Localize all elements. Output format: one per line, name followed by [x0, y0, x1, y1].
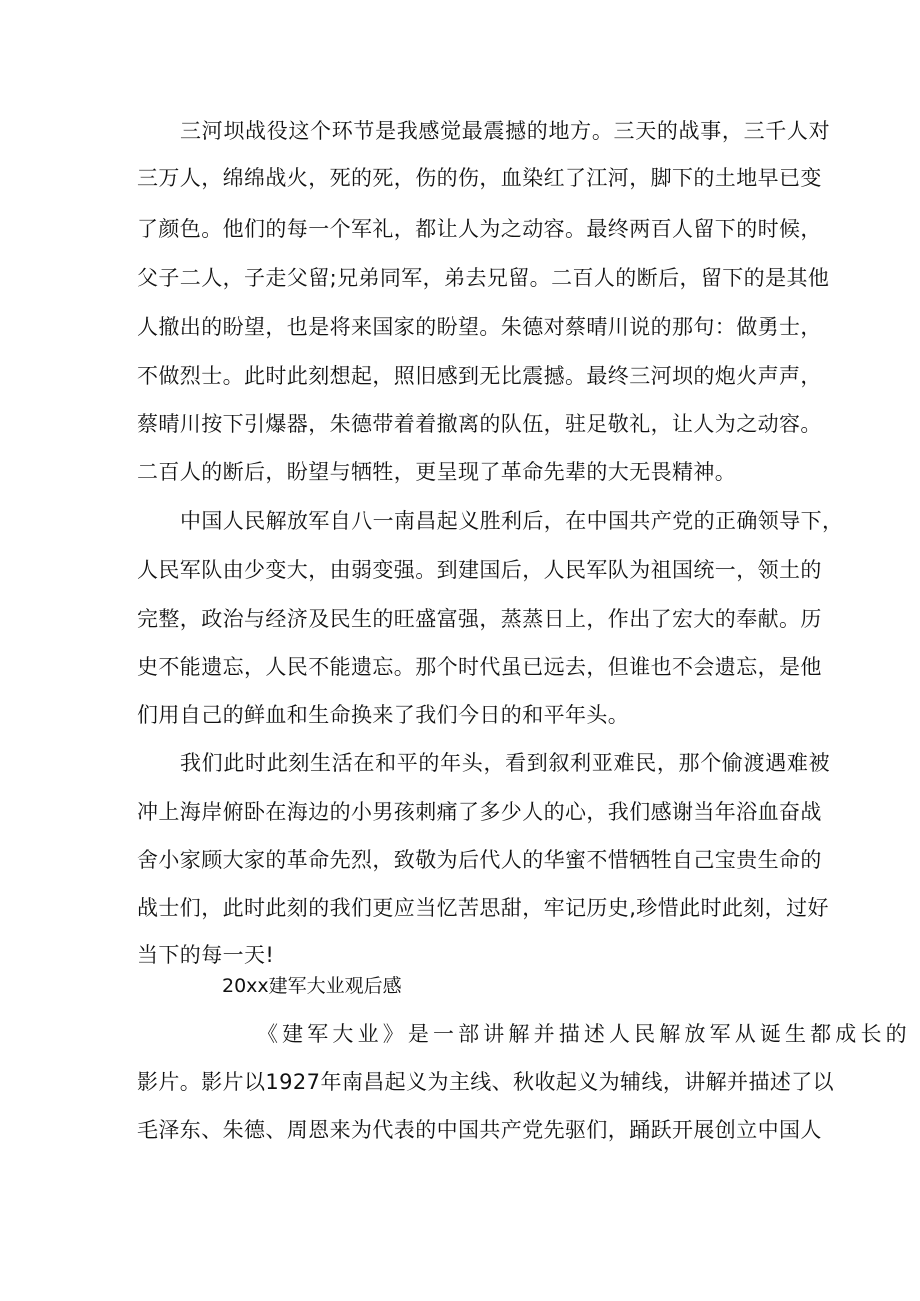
paragraph-line: 父子二人，子走父留;兄弟同军，弟去兄留。二百人的断后，留下的是其他 [137, 266, 830, 290]
paragraph-line: 中国人民解放军自八一南昌起义胜利后，在中国共产党的正确领导下， [180, 509, 844, 533]
paragraph-line: 毛泽东、朱德、周恩来为代表的中国共产党先驱们，踊跃开展创立中国人 [137, 1118, 822, 1142]
paragraph-line: 蔡晴川按下引爆器，朱德带着着撤离的队伍，驻足敬礼，让人为之动容。 [137, 412, 822, 436]
paragraph-line: 们用自己的鲜血和生命换来了我们今日的和平年头。 [137, 703, 630, 727]
paragraph-line: 完整，政治与经济及民生的旺盛富强，蒸蒸日上，作出了宏大的奉献。历 [137, 607, 822, 631]
paragraph-line: 人民军队由少变大，由弱变强。到建国后，人民军队为祖国统一，领土的 [137, 558, 822, 582]
paragraph-line: 三万人，绵绵战火，死的死，伤的伤，血染红了江河，脚下的土地早已变 [137, 166, 822, 190]
paragraph-line: 不做烈士。此时此刻想起，照旧感到无比震撼。最终三河坝的炮火声声， [137, 364, 822, 388]
paragraph-line: 我们此时此刻生活在和平的年头，看到叙利亚难民，那个偷渡遇难被 [180, 751, 830, 775]
paragraph-line: 当下的每一天! [137, 943, 275, 967]
section-heading: 20xx建军大业观后感 [222, 975, 402, 997]
paragraph-line: 《建军大业》是一部讲解并描述人民解放军从诞生都成长的 [257, 1022, 907, 1046]
paragraph-line: 影片。影片以1927年南昌起义为主线、秋收起义为辅线，讲解并描述了以 [137, 1070, 835, 1094]
paragraph-line: 二百人的断后，盼望与牺牲，更呈现了革命先辈的大无畏精神。 [137, 460, 737, 484]
paragraph-line: 了颜色。他们的每一个军礼，都让人为之动容。最终两百人留下的时候， [137, 217, 822, 241]
paragraph-line: 人撤出的盼望，也是将来国家的盼望。朱德对蔡晴川说的那句：做勇士， [137, 315, 822, 339]
paragraph-line: 冲上海岸俯卧在海边的小男孩刺痛了多少人的心，我们感谢当年浴血奋战 [137, 800, 822, 824]
paragraph-line: 史不能遗忘，人民不能遗忘。那个时代虽已远去，但谁也不会遗忘，是他 [137, 655, 822, 679]
paragraph-line: 舍小家顾大家的革命先烈，致敬为后代人的华蜜不惜牺牲自己宝贵生命的 [137, 848, 822, 872]
paragraph-line: 战士们，此时此刻的我们更应当忆苦思甜，牢记历史,珍惜此时此刻，过好 [137, 896, 829, 920]
paragraph-line: 三河坝战役这个环节是我感觉最震撼的地方。三天的战事，三千人对 [180, 119, 830, 143]
